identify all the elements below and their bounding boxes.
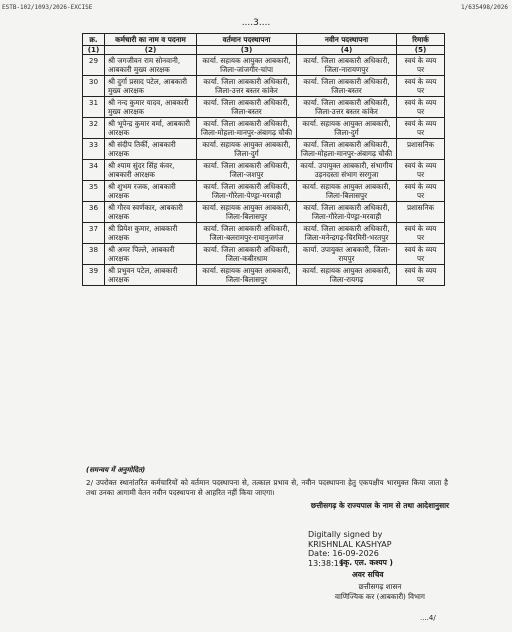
file-code: 1/635498/2026 <box>461 4 508 11</box>
row-current-posting: कार्या. जिला आबकारी अधिकारी, जिला-बस्तर <box>197 97 297 118</box>
row-current-posting: कार्या. जिला आबकारी अधिकारी, जिला-कबीरधाम <box>197 244 297 265</box>
row-remark: स्वयं के व्यय पर <box>397 76 445 97</box>
column-number: (4) <box>297 46 397 55</box>
table-row <box>83 265 445 286</box>
row-new-posting: कार्या. जिला आबकारी अधिकारी, जिला-बस्तर <box>297 76 397 97</box>
header-new-posting: नवीन पदस्थापना <box>297 34 397 46</box>
row-serial: 36 <box>83 202 105 223</box>
row-remark: प्रशासनिक <box>397 202 445 223</box>
digital-signature-date: Date: 16-09-2026 <box>308 549 379 558</box>
row-new-posting: कार्या. सहायक आयुक्त आबकारी, जिला-दुर्ग <box>297 118 397 139</box>
column-number: (1) <box>83 46 105 55</box>
row-current-posting: कार्या. सहायक आयुक्त आबकारी, जिला-बिलासपुर <box>197 265 297 286</box>
order-paragraph: 2/ उपरोक्त स्थानांतरित कर्मचारियों को वर्तमान पदस्थापना से, तत्काल प्रभाव से, नवीन पदस्थापना हेतु एकपक्षीय भारमुक्त किया जाता है तथा उनका आगामी वेतन नवीन पदस्थापना से आहरित नहीं किया जाएगा। <box>86 478 448 497</box>
row-new-posting: कार्या. उपायुक्त आबकारी, जिला-रायपुर <box>297 244 397 265</box>
row-employee-name: श्री श्याम सुंदर सिंह कंवर, आबकारी आरक्षक <box>105 160 197 181</box>
row-serial: 35 <box>83 181 105 202</box>
table-header-row <box>83 34 445 46</box>
header-serial: क्र. <box>83 34 105 46</box>
column-number-row <box>83 46 445 55</box>
table-row <box>83 118 445 139</box>
signatory-org-line: छत्तीसगढ़ शासन <box>358 582 402 591</box>
transfer-table <box>82 33 445 286</box>
table-row <box>83 202 445 223</box>
digital-signature-signer: KRISHNLAL KASHYAP <box>308 539 392 549</box>
row-employee-name: श्री संदीप तिर्की, आबकारी आरक्षक <box>105 139 197 160</box>
column-number: (2) <box>105 46 197 55</box>
row-serial: 29 <box>83 55 105 76</box>
column-number: (5) <box>397 46 445 55</box>
row-remark: स्वयं के व्यय पर <box>397 265 445 286</box>
row-new-posting: कार्या. जिला आबकारी अधिकारी, जिला-गौरेला-पेण्ड्रा-मरवाही <box>297 202 397 223</box>
table-row <box>83 76 445 97</box>
header-remark: रिमार्क <box>397 34 445 46</box>
row-remark: स्वयं के व्यय पर <box>397 118 445 139</box>
row-employee-name: श्री अमर पिल्ले, आबकारी आरक्षक <box>105 244 197 265</box>
row-new-posting: कार्या. जिला आबकारी अधिकारी, जिला-उत्तर बस्तर कांकेर <box>297 97 397 118</box>
signatory-dept-line: वाणिज्यिक कर (आबकारी) विभाग <box>335 592 425 601</box>
file-reference: ESTB-102/1093/2026-EXCISE <box>2 4 93 11</box>
row-serial: 34 <box>83 160 105 181</box>
row-new-posting: कार्या. सहायक आयुक्त आबकारी, जिला-बिलासपुर <box>297 181 397 202</box>
row-current-posting: कार्या. सहायक आयुक्त आबकारी, जिला-बिलासपुर <box>197 202 297 223</box>
row-employee-name: श्री जगजीवन राम सोनवानी, आबकारी मुख्य आरक्षक <box>105 55 197 76</box>
table-row <box>83 55 445 76</box>
row-employee-name: श्री प्रभुवन पटेल, आबकारी आरक्षक <box>105 265 197 286</box>
page-number: ....3.... <box>241 18 271 28</box>
header-employee-name: कर्मचारी का नाम व पदनाम <box>105 34 197 46</box>
table-row <box>83 181 445 202</box>
row-new-posting: कार्या. जिला आबकारी अधिकारी, जिला-मनेन्द्रगढ़-चिरमिरी-भरतपुर <box>297 223 397 244</box>
table-row <box>83 139 445 160</box>
signatory-name: (कृ. एल. कश्यप ) <box>340 558 393 567</box>
row-new-posting: कार्या. उपायुक्त आबकारी, संभागीय उड़नदस्ता संभाग सरगुजा <box>297 160 397 181</box>
digital-signature-time: 13:38:19 <box>308 558 344 568</box>
row-serial: 37 <box>83 223 105 244</box>
row-remark: स्वयं के व्यय पर <box>397 97 445 118</box>
table-row <box>83 223 445 244</box>
row-remark: स्वयं के व्यय पर <box>397 55 445 76</box>
row-current-posting: कार्या. सहायक आयुक्त आबकारी, जिला-जांजगीर-चांपा <box>197 55 297 76</box>
row-serial: 31 <box>83 97 105 118</box>
row-current-posting: कार्या. सहायक आयुक्त आबकारी, जिला-दुर्ग <box>197 139 297 160</box>
row-employee-name: श्री गौरव स्वर्णकार, आबकारी आरक्षक <box>105 202 197 223</box>
row-remark: स्वयं के व्यय पर <box>397 223 445 244</box>
row-employee-name: श्री प्रियेश कुमार, आबकारी आरक्षक <box>105 223 197 244</box>
row-remark: प्रशासनिक <box>397 139 445 160</box>
row-remark: स्वयं के व्यय पर <box>397 244 445 265</box>
row-new-posting: कार्या. जिला आबकारी अधिकारी, जिला-नारायणपुर <box>297 55 397 76</box>
table-row <box>83 244 445 265</box>
row-current-posting: कार्या. जिला आबकारी अधिकारी, जिला-उत्तर बस्तर कांकेर <box>197 76 297 97</box>
signatory-rank: अवर सचिव <box>352 570 384 579</box>
governor-authority-line: छत्तीसगढ़ के राज्यपाल के नाम से तथा आदेशानुसार <box>310 501 450 510</box>
signatory-organization <box>300 582 460 602</box>
row-serial: 30 <box>83 76 105 97</box>
row-remark: स्वयं के व्यय पर <box>397 160 445 181</box>
approval-note: (समन्वय में अनुमोदित) <box>86 466 146 474</box>
row-current-posting: कार्या. जिला आबकारी अधिकारी, जिला-जशपुर <box>197 160 297 181</box>
row-current-posting: कार्या. जिला आबकारी अधिकारी, जिला-मोहला-मानपुर-अंबागढ़ चौकी <box>197 118 297 139</box>
row-new-posting: कार्या. जिला आबकारी अधिकारी, जिला-मोहला-मानपुर-अंबागढ़ चौकी <box>297 139 397 160</box>
column-number: (3) <box>197 46 297 55</box>
row-serial: 38 <box>83 244 105 265</box>
row-serial: 39 <box>83 265 105 286</box>
row-current-posting: कार्या. जिला आबकारी अधिकारी, जिला-गौरेला-पेण्ड्रा-मरवाही <box>197 181 297 202</box>
row-employee-name: श्री दुर्गा प्रसाद पटेल, आबकारी मुख्य आरक्षक <box>105 76 197 97</box>
table-row <box>83 160 445 181</box>
header-current-posting: वर्तमान पदस्थापना <box>197 34 297 46</box>
digital-signature-line: Digitally signed by <box>308 530 383 539</box>
row-serial: 33 <box>83 139 105 160</box>
row-employee-name: श्री शुभम रजक, आबकारी आरक्षक <box>105 181 197 202</box>
row-serial: 32 <box>83 118 105 139</box>
row-remark: स्वयं के व्यय पर <box>397 181 445 202</box>
table-row <box>83 97 445 118</box>
row-current-posting: कार्या. जिला आबकारी अधिकारी, जिला-बलरामपुर-रामानुजगंज <box>197 223 297 244</box>
row-employee-name: श्री भूपेन्द्र कुमार वर्मा, आबकारी आरक्षक <box>105 118 197 139</box>
next-page-marker: ....4/ <box>420 614 436 622</box>
row-employee-name: श्री नन्द कुमार यादव, आबकारी मुख्य आरक्षक <box>105 97 197 118</box>
row-new-posting: कार्या. सहायक आयुक्त आबकारी, जिला-रायगढ़ <box>297 265 397 286</box>
